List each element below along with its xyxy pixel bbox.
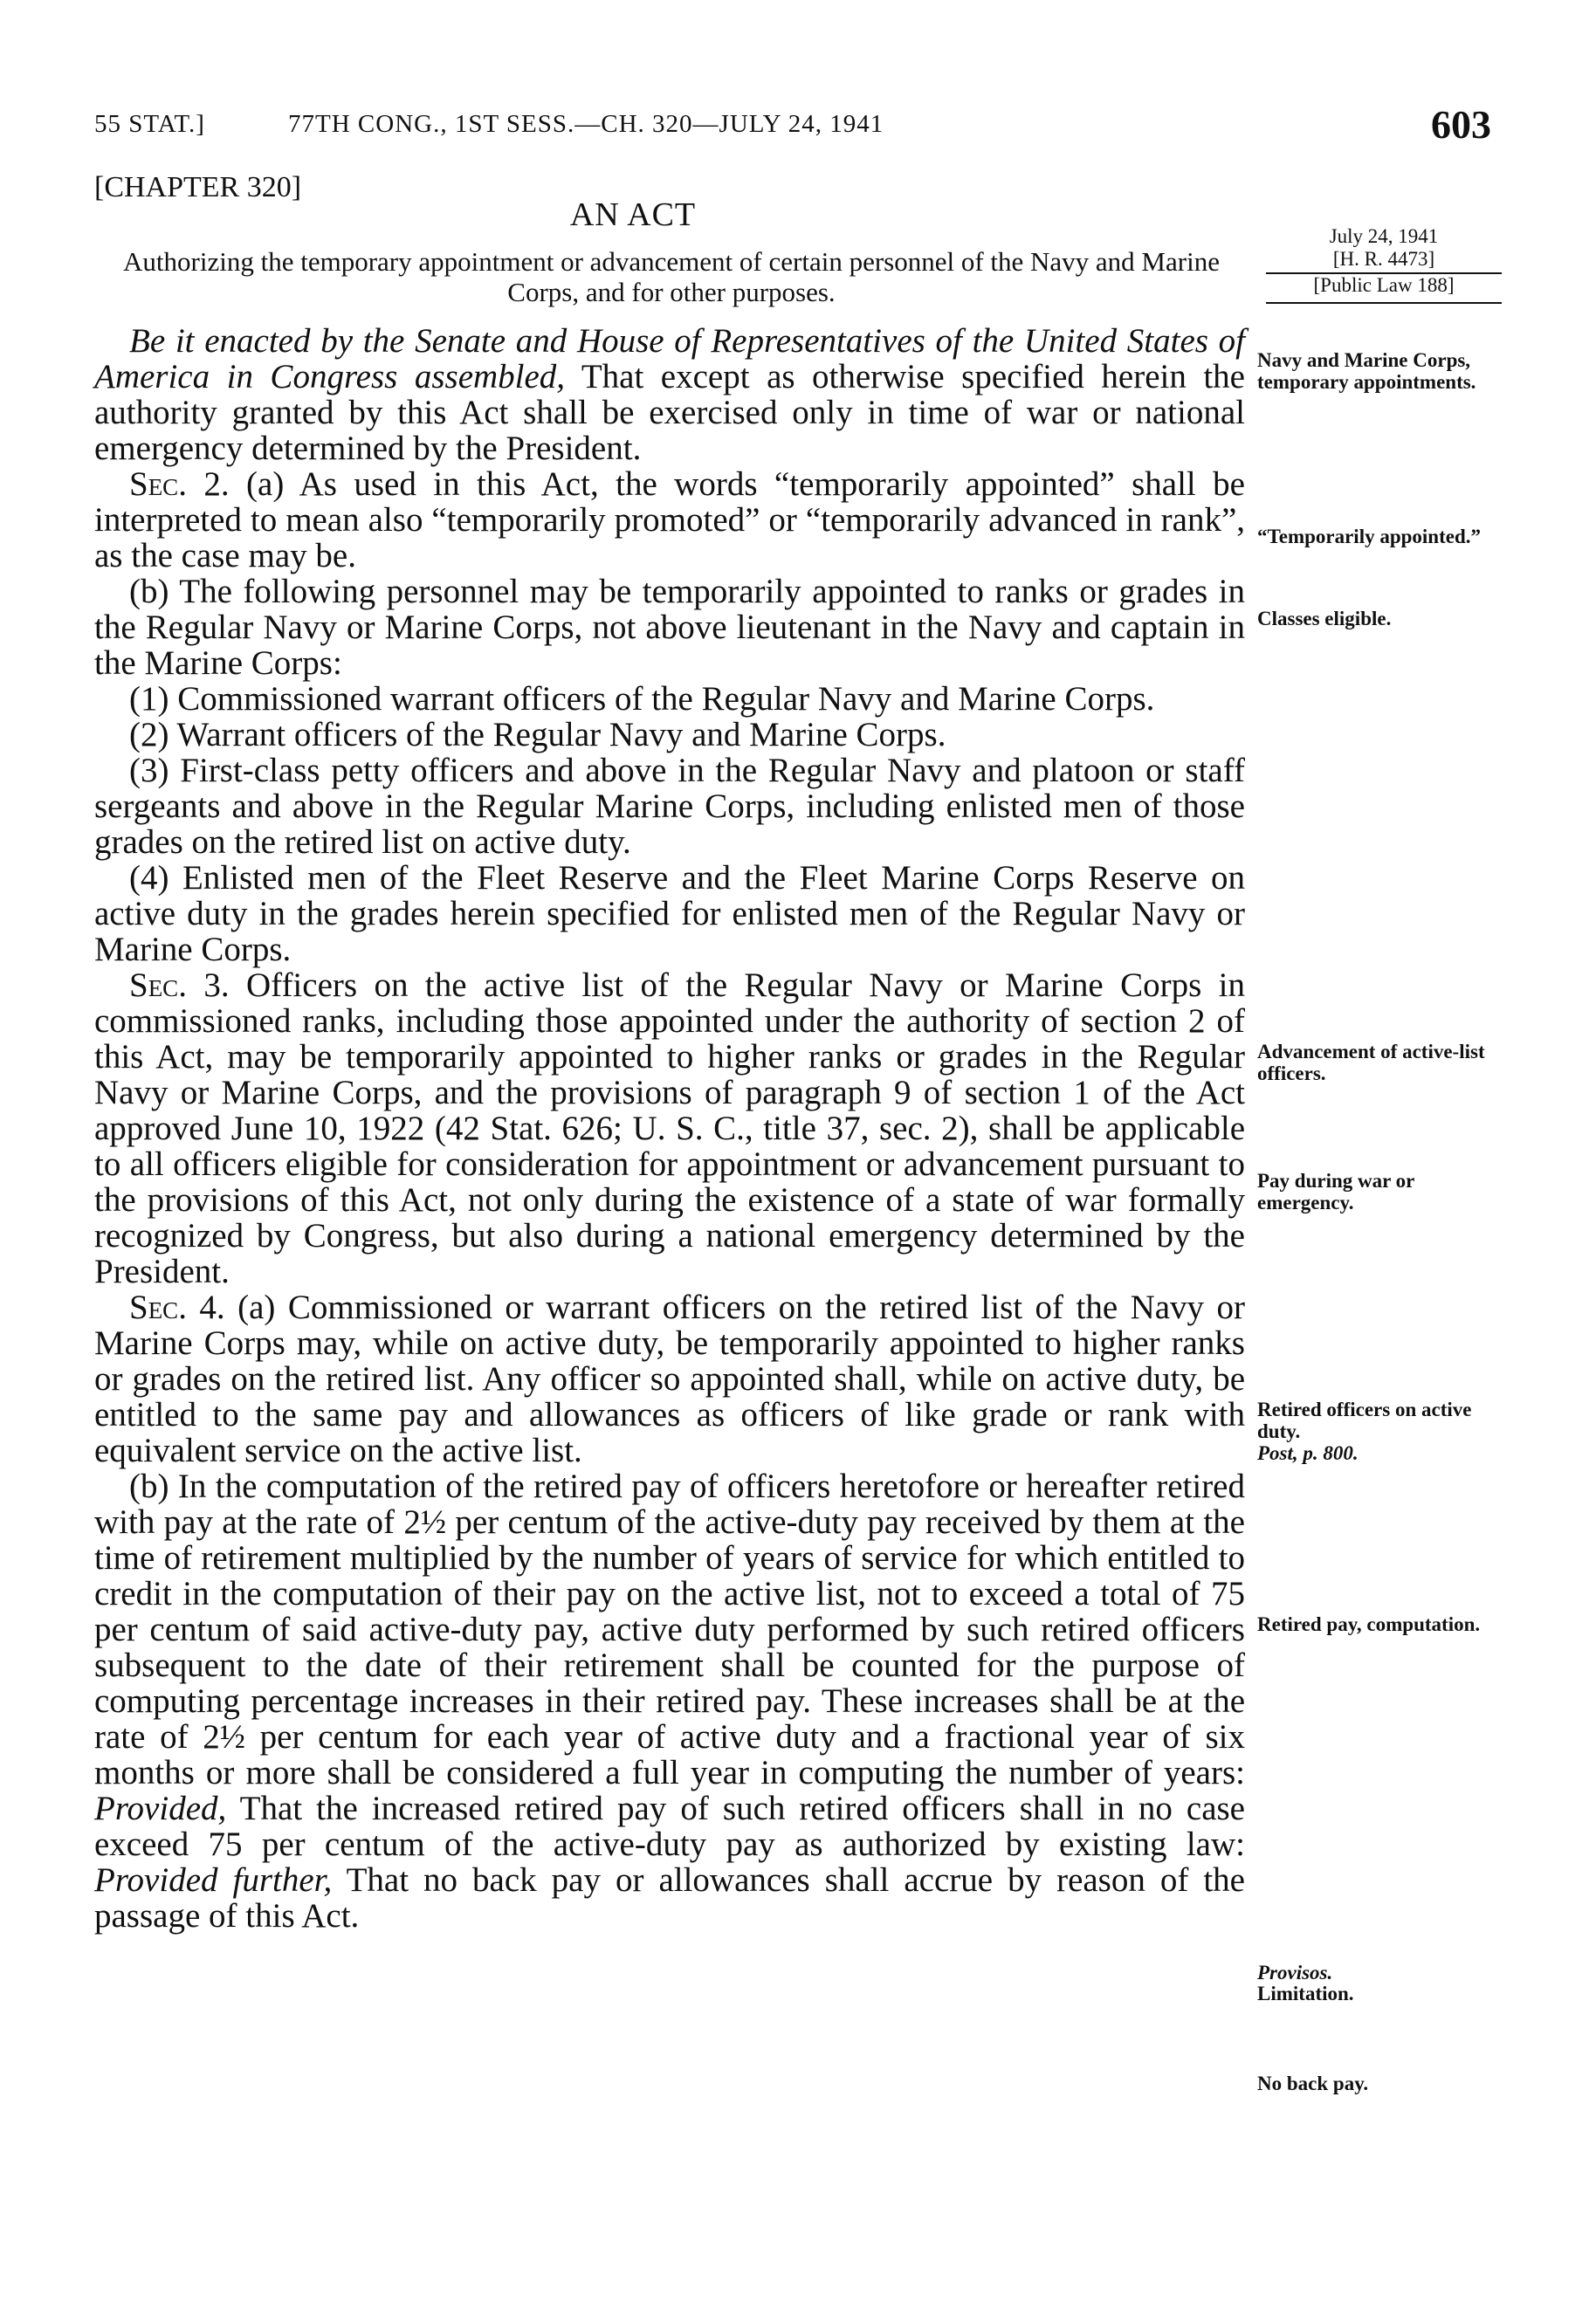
section-label: Sec. 4. [129, 1289, 225, 1326]
paragraph-text: (a) As used in this Act, the words “temporarily appointed” shall be interpreted to mean also “temporarily promoted” or “temporarily advanced in rank”, as the case may be. [94, 465, 1245, 574]
margin-note-pay-during-war: Pay during war or emergency. [1257, 1170, 1414, 1214]
paragraph-text: (b) In the computation of the retired pay of officers heretofore or hereafter retired with pay at the rate of 2½ per centum of the active-duty pay received by them at the time of retirement multiplied by the number of years of service for which entitled to credit in the computation of their pay on the active list, not to exceed a total of 75 per centum of said active-duty pay, active duty performed by such retired officers subsequent to the date of their retirement shall be counted for the purpose of computing percentage increases in their retired pay. These increases shall be at the rate of 2½ per centum for each year of active duty and a fractional year of six months or more shall be considered a full year in computing the number of years: [94, 1468, 1245, 1791]
act-description: Authorizing the temporary appointment or advancement of certain personnel of the Navy and Marine Corps, and for other purposes. [123, 246, 1220, 307]
side-heading [1257, 225, 1510, 304]
margin-note-limitation: Limitation. [1257, 1983, 1354, 2004]
public-law-number: [Public Law 188] [1313, 274, 1455, 296]
enacting-paragraph [94, 323, 1245, 466]
page-number: 603 [1431, 102, 1491, 147]
statute-volume: 55 STAT.] [94, 110, 205, 138]
margin-note-no-back-pay: No back pay. [1257, 2073, 1369, 2094]
section-4a [94, 1289, 1245, 1468]
list-item: (2) Warrant officers of the Regular Navy and Marine Corps. [129, 716, 946, 753]
paragraph-text: Officers on the active list of the Regular Navy or Marine Corps in commissioned ranks, including those appointed under the authority of section 2 of this Act, may be temporarily appointed to higher ranks or grades in the Regular Navy or Marine Corps, and the provisions of paragraph 9 of section 1 of the Act approved June 10, 1922 (42 Stat. 626; U. S. C., title 37, sec. 2), shall be applicable to all officers eligible for consideration for appointment or advancement pursuant to the provisions of this Act, not only during the existence of a state of war formally recognized by Congress, but also during a national emergency determined by the President. [94, 966, 1245, 1290]
chapter-label: [CHAPTER 320] [94, 171, 302, 203]
paragraph-text: That except as otherwise specified herein the authority granted by this Act shall be exercised only in time of war or national emergency determined by the President. [94, 358, 1245, 467]
list-item: (4) Enlisted men of the Fleet Reserve and the Fleet Marine Corps Reserve on active duty in the grades herein specified for enlisted men of the Regular Navy or Marine Corps. [94, 859, 1245, 968]
margin-note-advancement: Advancement of active-list officers. [1257, 1041, 1485, 1084]
section-label: Sec. 2. [129, 465, 230, 503]
enactment-date: July 24, 1941 [1329, 225, 1439, 247]
list-item: (3) First-class petty officers and above in the Regular Navy and platoon or staff sergeants and above in the Regular Marine Corps, including enlisted men of those grades on the retired list on active duty. [94, 752, 1245, 861]
act-title: AN ACT [569, 196, 697, 233]
section-3 [94, 967, 1245, 1289]
list-item: (1) Commissioned warrant officers of the Regular Navy and Marine Corps. [129, 680, 1155, 718]
bill-number: [H. R. 4473] [1332, 248, 1435, 270]
proviso-word: Provided further, [94, 1861, 333, 1899]
section-2a [94, 466, 1245, 574]
margin-note-provisos: Provisos. [1257, 1962, 1333, 1984]
act-body [94, 323, 1245, 1934]
running-head: 77TH CONG., 1ST SESS.—CH. 320—JULY 24, 1941 [288, 110, 884, 138]
section-2b: (b) The following personnel may be temporarily appointed to ranks or grades in the Regular Navy or Marine Corps, not above lieutenant in the Navy and captain in the Marine Corps: [94, 573, 1245, 682]
enacting-clause: Be it enacted by the Senate and House of Representatives of the United States of America in Congress assembled, [94, 322, 1245, 395]
section-label: Sec. 3. [129, 966, 230, 1004]
paragraph-text: That no back pay or allowances shall accrue by reason of the passage of this Act. [94, 1861, 1245, 1935]
section-4b [94, 1468, 1245, 1934]
paragraph-text: (a) Commissioned or warrant officers on the retired list of the Navy or Marine Corps may, while on active duty, be temporarily appointed to higher ranks or grades on the retired list. Any officer so appointed shall, while on active duty, be entitled to the same pay and allowances as officers of like grade or rank with equivalent service on the active list. [94, 1289, 1245, 1469]
margin-note-temporarily-appointed: “Temporarily appointed.” [1257, 526, 1482, 547]
proviso-word: Provided, [94, 1790, 227, 1827]
margin-note-post-ref: Post, p. 800. [1257, 1442, 1359, 1464]
paragraph-text: That the increased retired pay of such retired officers shall in no case exceed 75 per centum of the active-duty pay as authorized by existing law: [94, 1790, 1245, 1863]
margin-note-retired-officers: Retired officers on active duty. [1257, 1399, 1472, 1442]
margin-note-navy-marine: Navy and Marine Corps, temporary appointments. [1257, 349, 1476, 393]
side-rule [1266, 302, 1502, 304]
margin-note-classes-eligible: Classes eligible. [1257, 608, 1392, 629]
margin-note-retired-pay: Retired pay, computation. [1257, 1613, 1481, 1635]
